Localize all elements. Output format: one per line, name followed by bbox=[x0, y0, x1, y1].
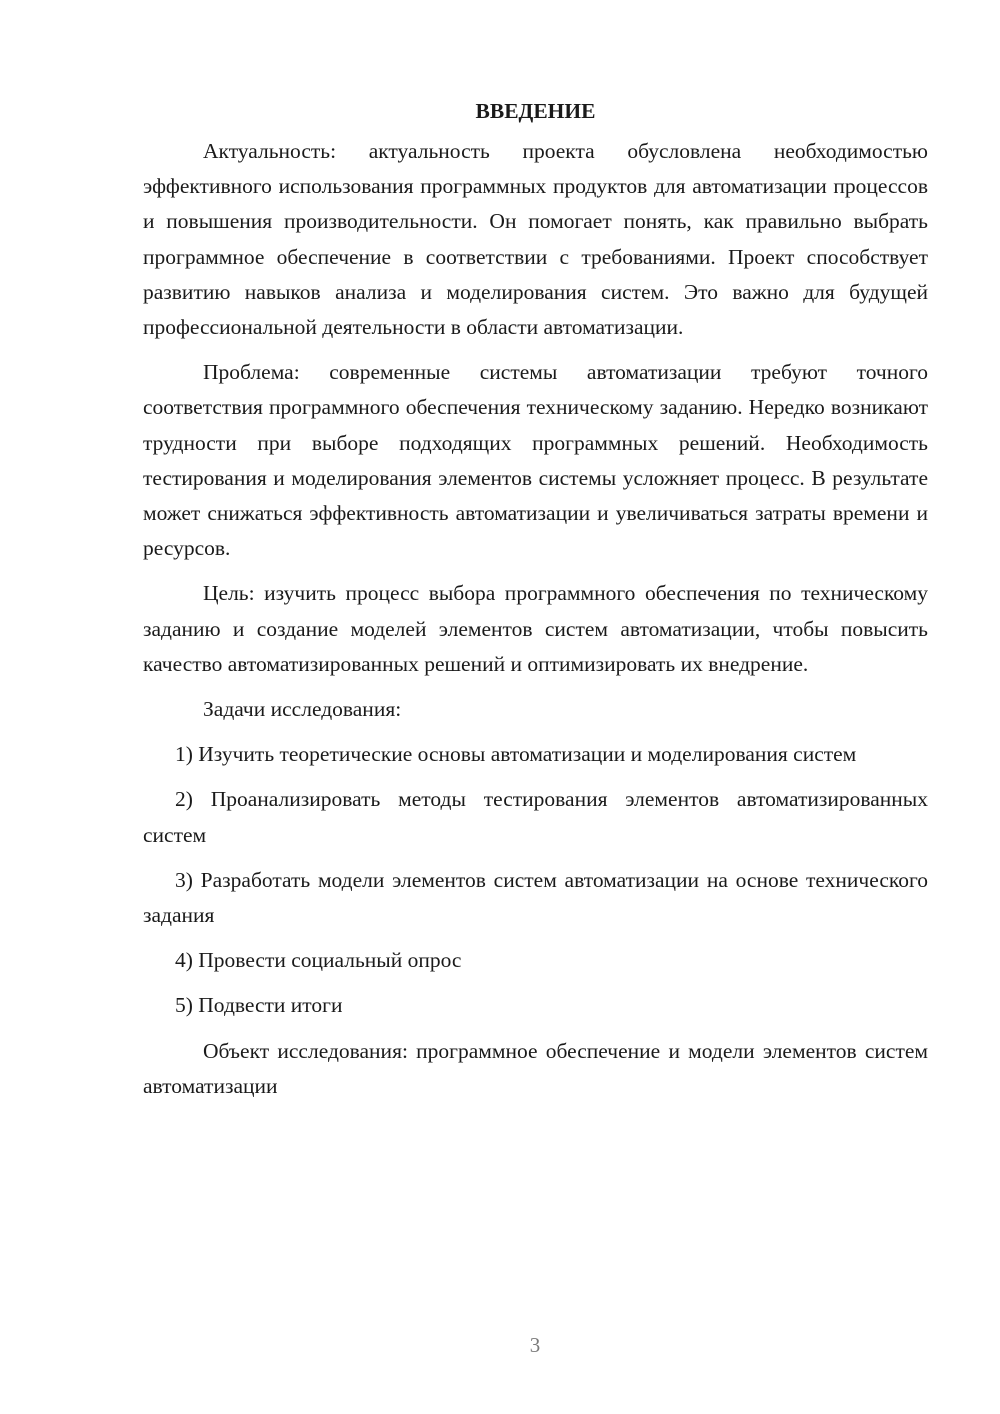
paragraph-problem: Проблема: современные системы автоматизации требуют точного соответствия программного обеспечения техническому заданию. Нередко возникают трудности при выборе подходящих программных решений. Необходимость тестирования и моделирования элементов системы усложняет процесс. В результате может снижаться эффективность автоматизации и увеличиваться затраты времени и ресурсов. bbox=[143, 360, 928, 561]
document-title: ВВЕДЕНИЕ bbox=[475, 99, 596, 123]
task-item: 1) Изучить теоретические основы автоматизации и моделирования систем bbox=[175, 742, 857, 767]
task-item: 2) Проанализировать методы тестирования элементов автоматизированных систем bbox=[143, 787, 928, 847]
document-page bbox=[143, 96, 928, 1114]
tasks-heading: Задачи исследования: bbox=[203, 697, 402, 722]
paragraph-relevance: Актуальность: актуальность проекта обусловлена необходимостью эффективного использования программных продуктов для автоматизации процессов и повышения производительности. Он помогает понять, как правильно выбрать программное обеспечение в соответствии с требованиями. Проект способствует развитию навыков анализа и моделирования систем. Это важно для будущей профессиональной деятельности в области автоматизации. bbox=[143, 139, 928, 340]
page-number: 3 bbox=[529, 1333, 541, 1357]
paragraph-object: Объект исследования: программное обеспечение и модели элементов систем автоматизации bbox=[143, 1038, 928, 1098]
task-item: 3) Разработать модели элементов систем автоматизации на основе технического задания bbox=[143, 867, 928, 928]
task-item: 4) Провести социальный опрос bbox=[175, 948, 462, 973]
paragraph-goal: Цель: изучить процесс выбора программного обеспечения по техническому заданию и создание моделей элементов систем автоматизации, чтобы повысить качество автоматизированных решений и оптимизировать их внедрение. bbox=[143, 581, 928, 676]
task-item: 5) Подвести итоги bbox=[175, 993, 343, 1018]
